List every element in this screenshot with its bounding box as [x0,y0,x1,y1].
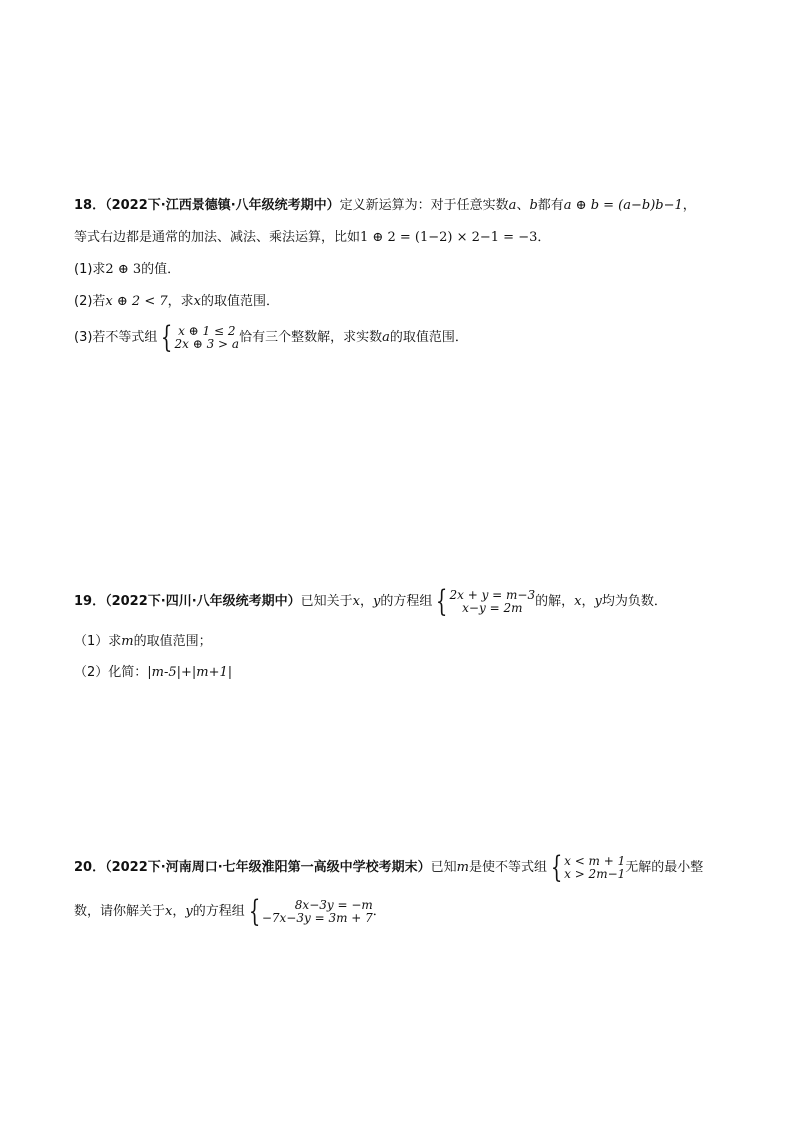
q18-number: 18． [74,198,106,213]
q20-line2-text: 数，请你解关于 [74,904,166,919]
q18-part2-mid: ，求 [167,294,194,309]
q19-equation-system [432,583,536,619]
q19-system-row1: 2x + y = m−3 [449,587,536,602]
q20-var-m: m [456,860,469,875]
q18-line2-text: 等式右边都是通常的加法、减法、乘法运算，比如 [74,230,361,245]
q19-var-x2: x [574,594,582,609]
brace-icon: { [248,893,261,929]
q20-text-b: 是使不等式组 [469,860,548,875]
q19-text-c: 的解， [535,594,575,609]
q18-var-b: b [529,198,538,213]
q19-part1-label: （1）求 [74,634,122,649]
q20-comma: ， [172,904,186,919]
q19-part2-label: （2）化简： [74,665,148,680]
q20-text-c: 无解的最小整 [625,860,704,875]
q19-line1 [74,583,667,619]
q20-text: 已知 [430,860,457,875]
q18-part2-expr: x ⊕ 2 < 7 [105,294,168,309]
q19-part2-expr: |m-5|+|m+1| [147,665,233,680]
q18-system-row2: 2x ⊕ 3 > a [174,336,240,351]
q18-part2-label: (2)若 [74,294,106,309]
q18-part1 [74,260,180,280]
q19-text-b: 的方程组 [380,594,433,609]
q18-definition: a ⊕ b = (a−b)b−1 [563,198,683,213]
q19-var-x: x [352,594,361,609]
q18-part1-text: 的值． [141,262,181,277]
brace-icon: { [161,319,173,355]
q20-var-x: x [165,904,173,919]
q19-number: 19． [74,594,106,609]
q18-source: （2022下·江西景德镇·八年级统考期中） [105,198,340,213]
q19-part1-var: m [121,634,134,649]
q20-var-y: y [185,904,193,919]
q20-text-b: 的方程组 [192,904,245,919]
q20-system-row1: x < m + 1 [564,853,626,868]
q18-example: 1 ⊕ 2 = (1−2) × 2−1 = −3 [360,230,538,245]
q18-period: ． [537,230,551,245]
q18-part2-text: 的取值范围． [200,294,279,309]
q20-system-row2: −7x−3y = 3m + 7 [261,910,373,925]
q18-line1 [74,196,696,216]
q18-part3 [74,319,468,355]
q18-text-b: 都有 [537,198,564,213]
q19-comma: ， [360,594,374,609]
brace-icon: { [436,583,448,619]
q20-line2 [74,893,386,929]
q18-part3-var: a [382,330,390,345]
q18-inequality-system [157,319,240,355]
q18-separator: 、 [516,198,530,213]
q20-equation-system [245,893,373,929]
q18-var-a: a [508,198,517,213]
q18-system-row1: x ⊕ 1 ≤ 2 [178,323,236,338]
q18-line2 [74,228,550,248]
q20-period: ． [372,904,386,919]
q19-text-d: 均为负数． [601,594,667,609]
q19-part1 [74,632,212,652]
q19-comma2: ， [581,594,595,609]
q18-part1-label: (1)求 [74,262,106,277]
q19-system-row2: x−y = 2m [462,600,523,615]
q19-var-y: y [373,594,381,609]
q18-part3-text: 的取值范围． [389,330,468,345]
q19-part1-text: 的取值范围； [133,634,212,649]
q20-source: （2022下·河南周口·七年级淮阳第一高级中学校考期末） [105,860,431,875]
q19-part2 [74,663,232,683]
q20-number: 20． [74,860,106,875]
brace-icon: { [550,849,563,885]
q20-system-row2: x > 2m−1 [564,866,626,881]
q18-part1-expr: 2 ⊕ 3 [105,262,142,277]
q18-part2-var: x [193,294,201,309]
q19-var-y2: y [594,594,602,609]
q20-system-row1: 8x−3y = −m [294,897,373,912]
q20-line1 [74,849,704,885]
q20-inequality-system [547,849,626,885]
q18-part3-label: (3)若不等式组 [74,330,158,345]
q18-part3-mid: 恰有三个整数解，求实数 [239,330,383,345]
q19-source: （2022下·四川·八年级统考期中） [105,594,301,609]
q18-text: 定义新运算为：对于任意实数 [339,198,509,213]
q18-comma: ， [682,198,696,213]
q18-part2 [74,292,279,312]
q19-text: 已知关于 [300,594,353,609]
